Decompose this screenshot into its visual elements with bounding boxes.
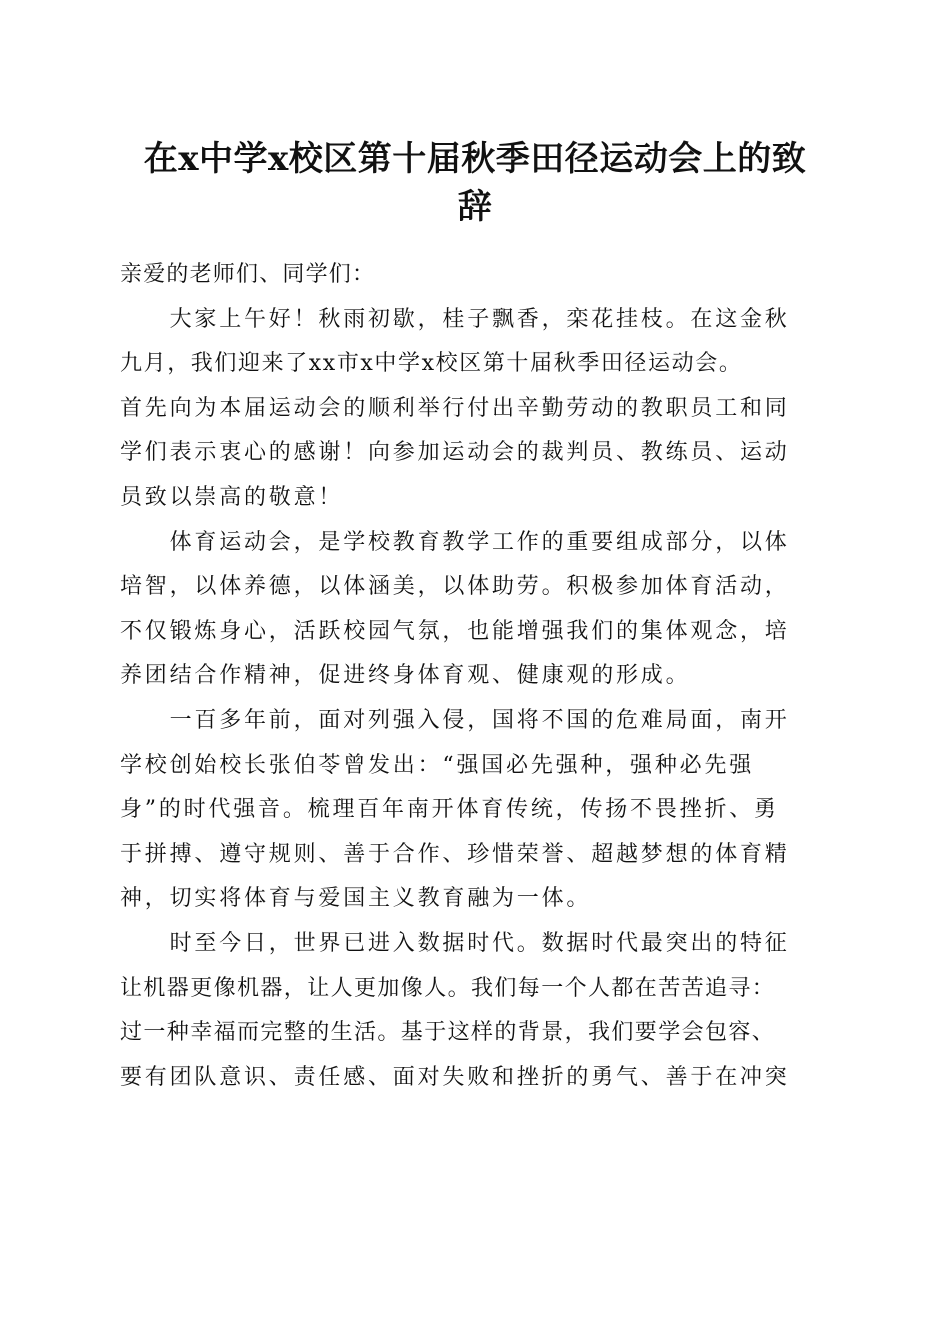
text-line: 大家上午好！秋雨初歇，桂子飘香，栾花挂枝。在这金秋	[120, 306, 790, 332]
text-line: 培智，以体养德，以体涵美，以体助劳。积极参加体育活动，	[120, 574, 790, 600]
text-line: 于拼搏、遵守规则、善于合作、珍惜荣誉、超越梦想的体育精	[120, 841, 790, 867]
text-line: 一百多年前，面对列强入侵，国将不国的危难局面，南开	[120, 707, 790, 733]
text-line: 养团结合作精神，促进终身体育观、健康观的形成。	[120, 663, 691, 689]
text-line: 九月，我们迎来了xx市x中学x校区第十届秋季田径运动会。	[120, 351, 743, 377]
text-line: 不仅锻炼身心，活跃校园气氛，也能增强我们的集体观念，培	[120, 618, 790, 644]
text-line: 学校创始校长张伯苓曾发出：“强国必先强种，强种必先强	[120, 752, 755, 778]
text-line: 时至今日，世界已进入数据时代。数据时代最突出的特征	[120, 930, 790, 956]
paragraph-3	[120, 699, 835, 922]
paragraph-2	[120, 521, 835, 699]
title-line: 辞	[457, 187, 493, 227]
text-line: 让机器更像机器，让人更加像人。我们每一个人都在苦苦追寻：	[120, 975, 776, 1001]
title-line: 在x中学x校区第十届秋季田径运动会上的致	[143, 139, 807, 179]
greeting	[120, 253, 835, 298]
text-line: 员致以崇高的敬意！	[120, 484, 344, 510]
text-line: 神，切实将体育与爱国主义教育融为一体。	[120, 886, 592, 912]
text-line: 首先向为本届运动会的顺利举行付出辛勤劳动的教职员工和同	[120, 395, 790, 421]
paragraph-4	[120, 922, 835, 1100]
document-body	[120, 253, 835, 1100]
paragraph-1	[120, 298, 835, 521]
document-title	[115, 135, 835, 231]
text-line: 要有团队意识、责任感、面对失败和挫折的勇气、善于在冲突	[120, 1064, 790, 1090]
text-line: 身”的时代强音。梳理百年南开体育传统，传扬不畏挫折、勇	[120, 797, 779, 823]
greeting-line: 亲爱的老师们、同学们：	[120, 262, 376, 287]
text-line: 学们表示衷心的感谢！向参加运动会的裁判员、教练员、运动	[120, 440, 790, 466]
text-line: 体育运动会，是学校教育教学工作的重要组成部分，以体	[120, 529, 790, 555]
text-line: 过一种幸福而完整的生活。基于这样的背景，我们要学会包容、	[120, 1020, 776, 1046]
